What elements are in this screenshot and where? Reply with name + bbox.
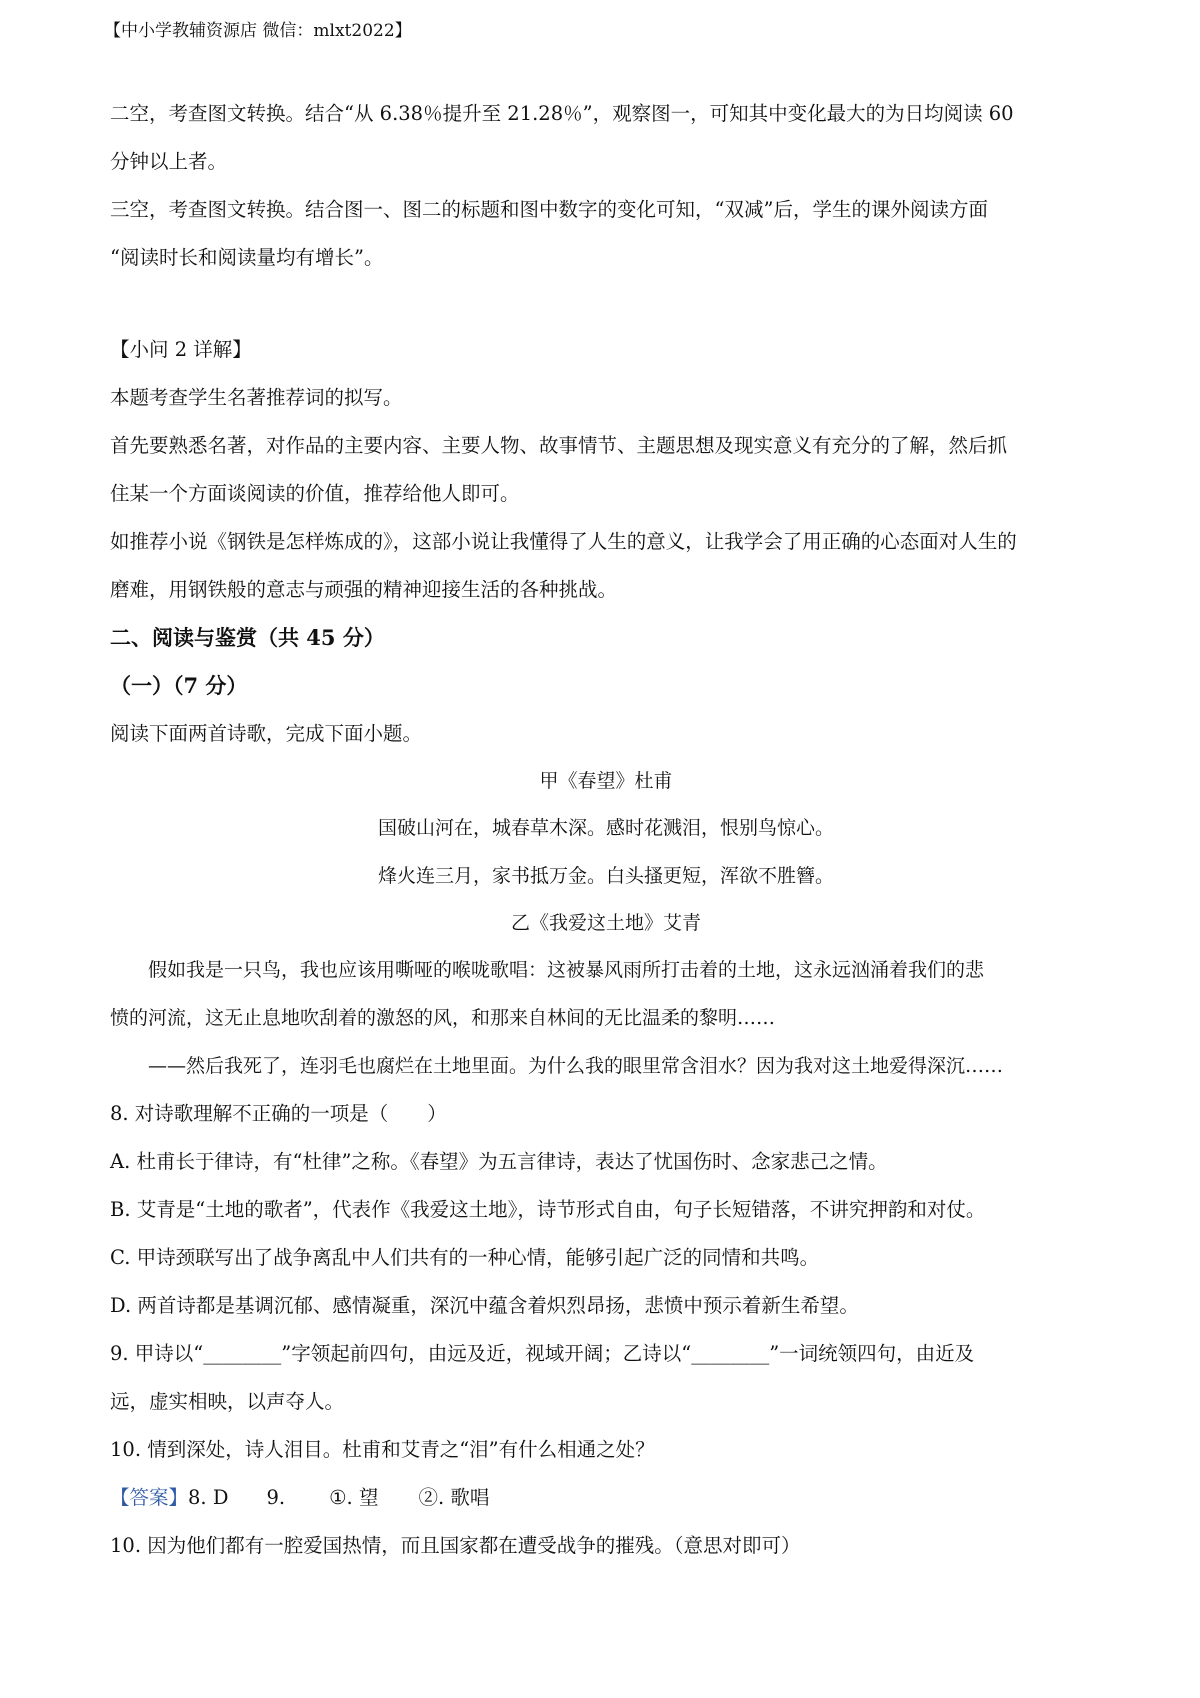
sub-section-title: （一）（7 分） — [110, 673, 248, 698]
q2-detail-line5: 磨难，用钢铁般的意志与顽强的精神迎接生活的各种挑战。 — [110, 578, 618, 601]
analysis-para1-line2: 分钟以上者。 — [110, 150, 228, 173]
q9-line1: 9. 甲诗以“________”字领起前四句，由远及近，视域开阔；乙诗以“________”一词统领四句，由近及 — [110, 1342, 975, 1365]
poem-a-line1: 国破山河在，城春草木深。感时花溅泪，恨别鸟惊心。 — [377, 817, 834, 839]
q10-stem: 10. 情到深处，诗人泪目。杜甫和艾青之“泪”有什么相通之处？ — [110, 1438, 655, 1461]
analysis-para2-line1: 三空，考查图文转换。结合图一、图二的标题和图中数字的变化可知，“双减”后，学生的课外阅读方面 — [110, 198, 988, 221]
q8-option-d: D. 两首诗都是基调沉郁、感情凝重，深沉中蕴含着炽烈昂扬，悲愤中预示着新生希望。 — [110, 1294, 859, 1317]
q2-detail-line4: 如推荐小说《钢铁是怎样炼成的》，这部小说让我懂得了人生的意义，让我学会了用正确的心态面对人生的 — [110, 530, 1017, 553]
poem-a-line2: 烽火连三月，家书抵万金。白头搔更短，浑欲不胜簪。 — [377, 865, 834, 887]
q8-option-b: B. 艾青是“土地的歌者”，代表作《我爱这土地》，诗节形式自由，句子长短错落，不讲究押韵和对仗。 — [110, 1198, 986, 1221]
watermark-header: 【中小学教辅资源店 微信：mlxt2022】 — [104, 21, 412, 41]
document-body — [110, 90, 1102, 1570]
q8-stem: 8. 对诗歌理解不正确的一项是（ ） — [110, 1102, 447, 1125]
poem-a-title: 甲《春望》杜甫 — [539, 770, 673, 792]
analysis-para2-line2: “阅读时长和阅读量均有增长”。 — [110, 246, 384, 269]
poem-b-line3: ——然后我死了，连羽毛也腐烂在土地里面。为什么我的眼里常含泪水？因为我对这土地爱得深沉…… — [148, 1055, 1004, 1077]
q8-option-c: C. 甲诗颈联写出了战争离乱中人们共有的一种心情，能够引起广泛的同情和共鸣。 — [110, 1246, 820, 1269]
answer-q8: 8. D — [188, 1486, 229, 1509]
q9-line2: 远，虚实相映，以声夺人。 — [110, 1390, 345, 1413]
q2-detail-line2: 首先要熟悉名著，对作品的主要内容、主要人物、故事情节、主题思想及现实意义有充分的了解，然后抓 — [110, 434, 1008, 457]
analysis-para1-line1: 二空，考查图文转换。结合“从 6.38％提升至 21.28％”，观察图一，可知其中变化最大的为日均阅读 60 — [110, 102, 1014, 125]
poem-b-title: 乙《我爱这土地》艾青 — [510, 912, 701, 934]
poem-b-line1: 假如我是一只鸟，我也应该用嘶哑的喉咙歌唱：这被暴风雨所打击着的土地，这永远汹涌着我们的悲 — [148, 959, 985, 981]
answer-label: 【答案】 — [110, 1486, 189, 1509]
q2-detail-line1: 本题考查学生名著推荐词的拟写。 — [110, 386, 403, 409]
answer-q9-num: 9. — [266, 1486, 286, 1509]
section-title: 二、阅读与鉴赏（共 45 分） — [110, 625, 385, 650]
answer-q10: 10. 因为他们都有一腔爱国热情，而且国家都在遭受战争的摧残。（意思对即可） — [110, 1534, 801, 1557]
poem-b-line2: 愤的河流，这无止息地吹刮着的激怒的风，和那来自林间的无比温柔的黎明…… — [110, 1007, 776, 1029]
answer-row — [110, 1474, 1102, 1522]
reading-instruction: 阅读下面两首诗歌，完成下面小题。 — [110, 722, 423, 745]
q2-detail-line3: 住某一个方面谈阅读的价值，推荐给他人即可。 — [110, 482, 520, 505]
answer-q9-blank2: ②. 歌唱 — [418, 1486, 490, 1509]
q8-option-a: A. 杜甫长于律诗，有“杜律”之称。《春望》为五言律诗，表达了忧国伤时、念家悲己之情。 — [110, 1150, 888, 1173]
q2-detail-heading: 【小问 2 详解】 — [110, 338, 252, 361]
answer-q9-blank1: ①. 望 — [329, 1486, 379, 1509]
